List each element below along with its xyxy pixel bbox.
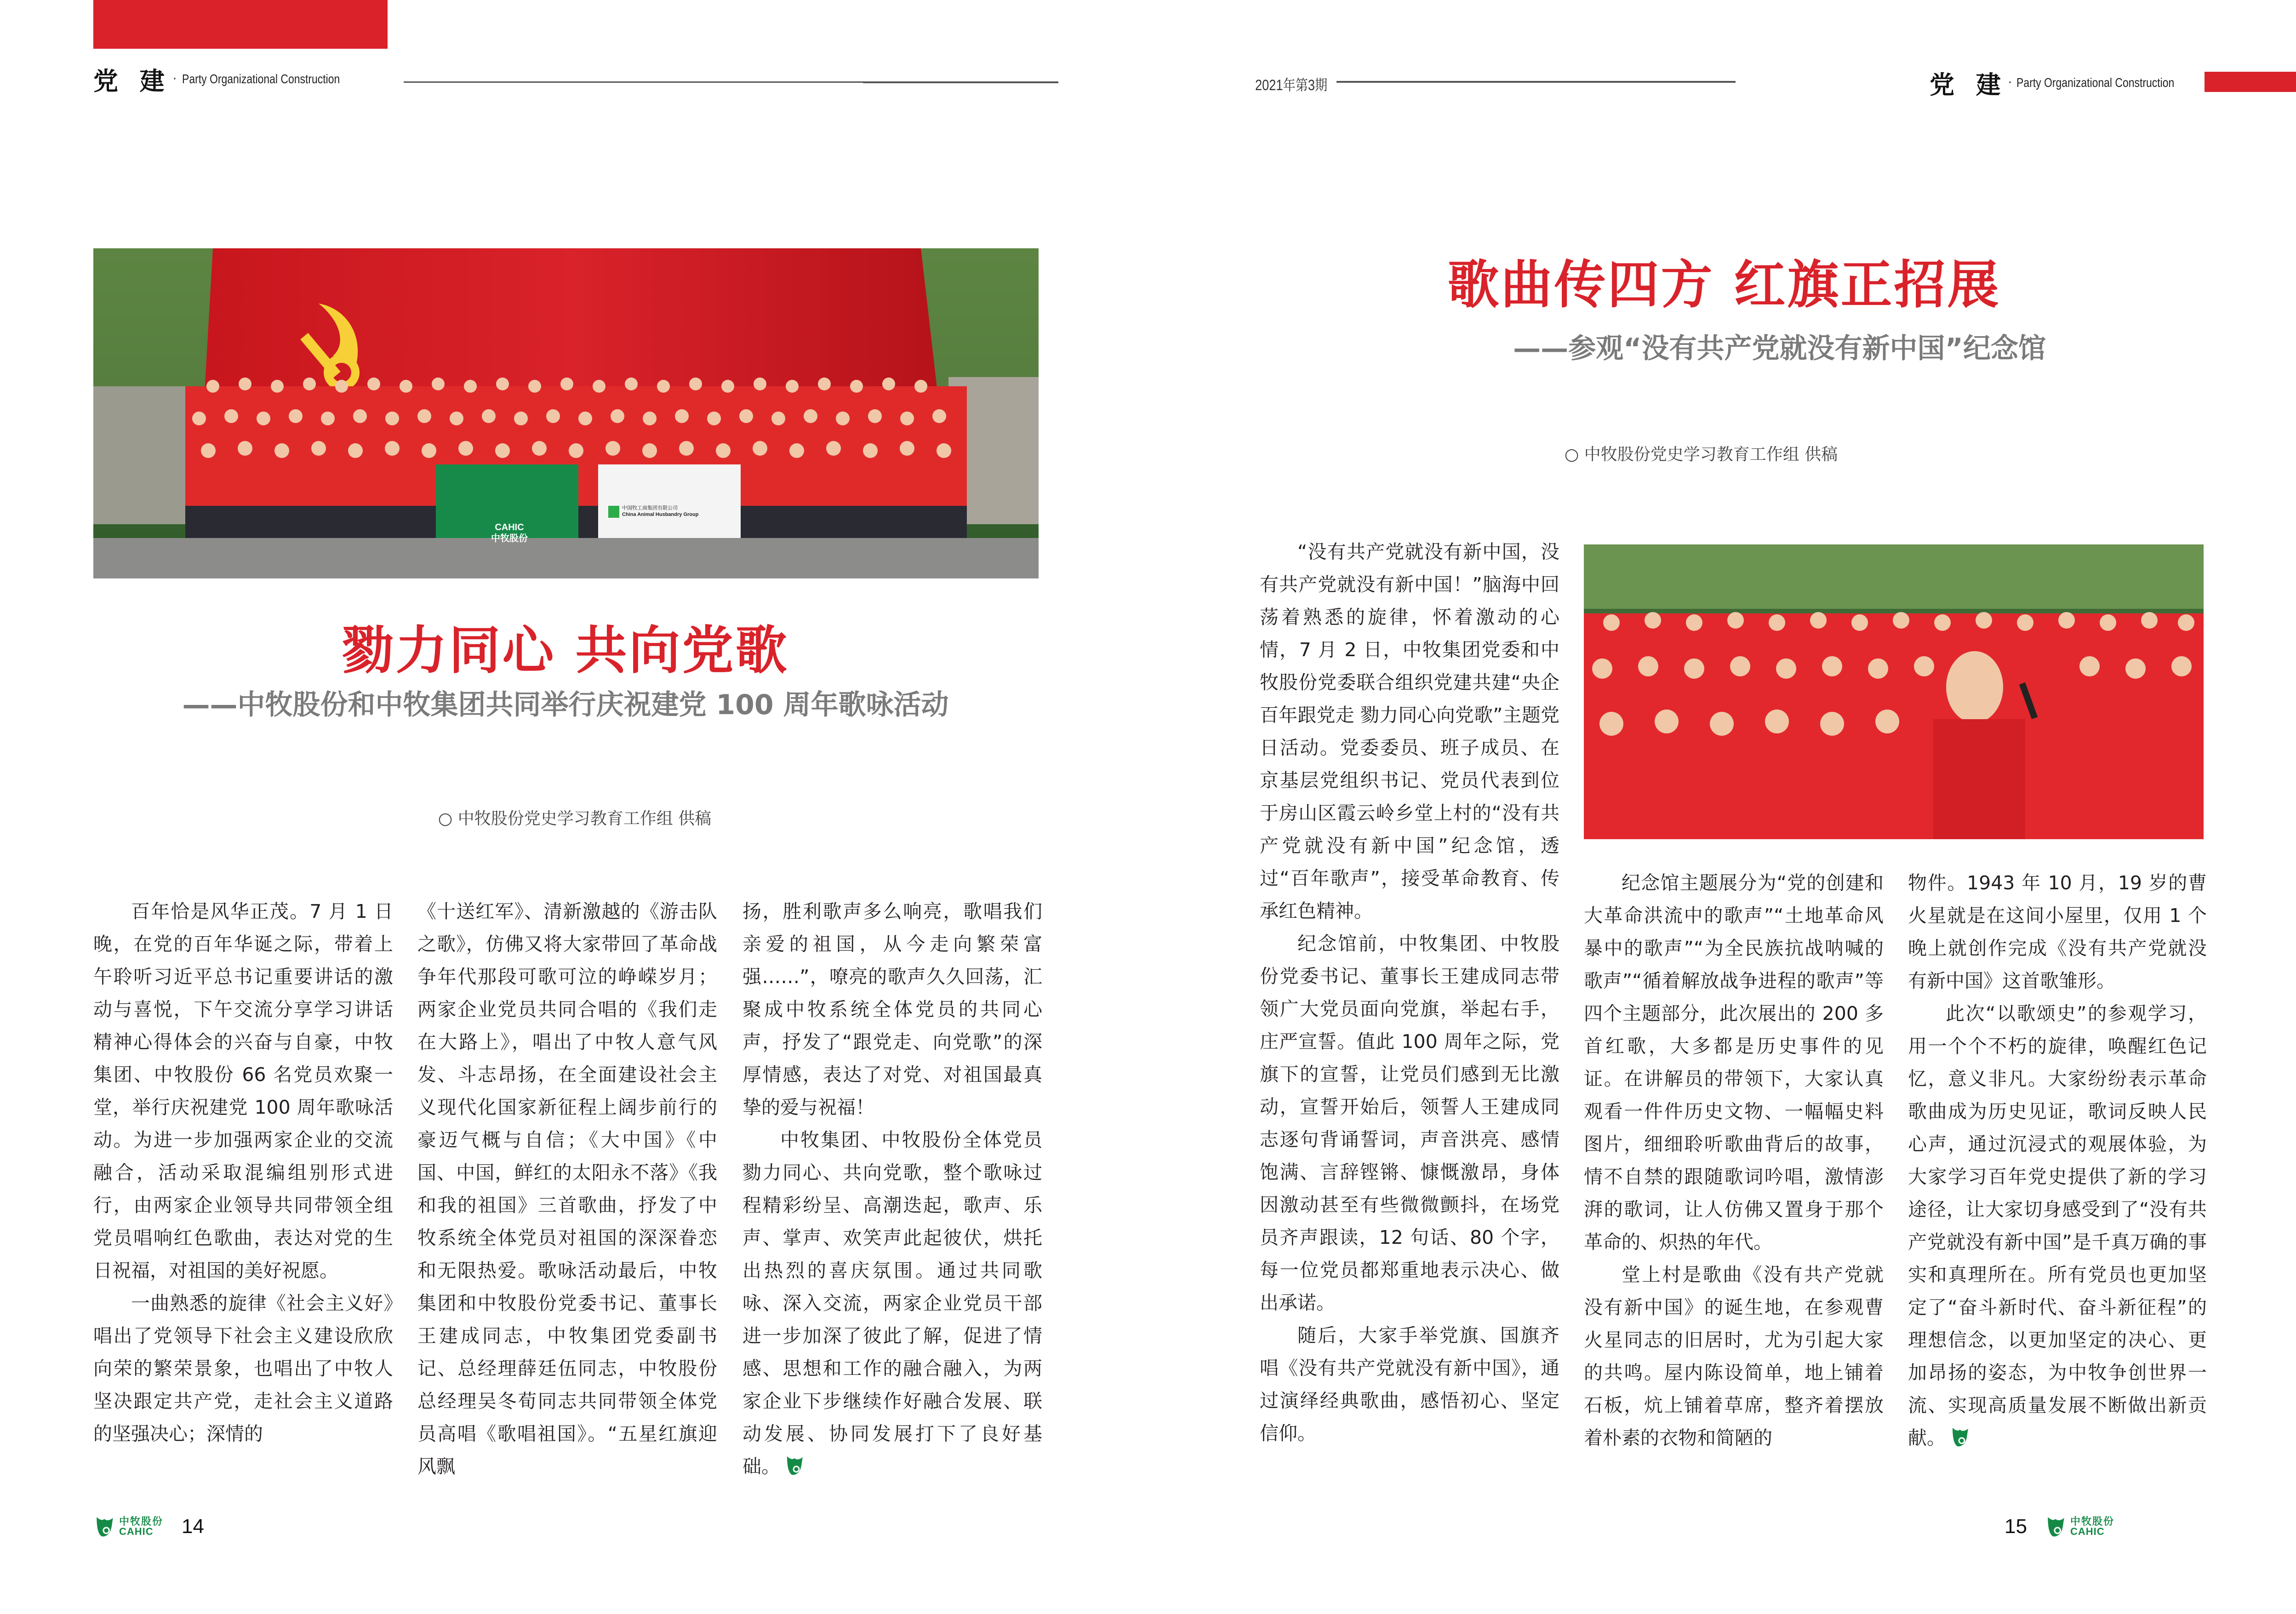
footer-left [94, 1515, 204, 1538]
article-title-left: 勠力同心 共向党歌 [342, 620, 789, 681]
paragraph: 此次“以歌颂史”的参观学习，用一个个不朽的旋律，唤醒红色记忆，意义非凡。大家纷纷表示革命歌曲成为历史见证，歌词反映人民心声，通过沉浸式的观展体验，为大家学习百年党史提供了新的学习途径，让大家切身感受到了“没有共产党就没有新中国”是千真万确的事实和真理所在。所有党员也更加坚定了“奋斗新时代、奋斗新征程”的理想信念，以更加坚定的决心、更加昂扬的姿态，为中牧争创世界一流、实现高质量发展不断做出新贡献。 [1908, 1002, 2207, 1449]
header-red-tab-left [93, 0, 388, 49]
header-red-tab-right [2205, 72, 2296, 92]
paragraph: 《十送红军》、清新激越的《游击队之歌》，仿佛又将大家带回了革命战争年代那段可歌可泣的峥嵘岁月；两家企业党员共同合唱的《我们走在大路上》，唱出了中牧人意气风发、斗志昂扬，在全面建设社会主义现代化国家新征程上阔步前行的豪迈气概与自信；《大中国》《中国、中国，鲜红的太阳永不落》《我和我的祖国》三首歌曲，抒发了中牧系统全体党员对祖国的深深眷恋和无限热爱。歌咏活动最后，中牧集团和中牧股份党委书记、董事长王建成同志，中牧集团党委副书记、总经理薛廷伍同志，中牧股份总经理吴冬荀同志共同带领全体党员高唱《歌唱祖国》。“五星红旗迎风飘 [417, 900, 717, 1477]
issue-label: 2021年第3期 [1255, 77, 1328, 93]
paragraph: 百年恰是风华正茂。7 月 1 日晚，在党的百年华诞之际，带着上午聆听习近平总书记重要讲话的激动与喜悦，下午交流分享学习讲话精神心得体会的兴奋与自豪，中牧集团、中牧股份 66 名党员欢聚一堂，举行庆祝建党 100 周年歌咏活动。为进一步加强两家企业的交流融合，活动采取混编组别形式进行，由两家企业领导共同带领全组党员唱响红色歌曲，表达对党的生日祝福，对祖国的美好祝愿。 [93, 900, 393, 1282]
footer-logo-text: 中牧股份 CAHIC [119, 1516, 164, 1537]
section-title-cn: 党 建 [1930, 70, 2007, 99]
separator-dot: · [172, 72, 177, 86]
left-column-1 [93, 895, 393, 1450]
paragraph: 纪念馆主题展分为“党的创建和大革命洪流中的歌声”“土地革命风暴中的歌声”“为全民族抗战呐喊的歌声”“循着解放战争进程的歌声”等四个主题部分，此次展出的 200 多首红歌，大多都是历史事件的见证。在讲解员的带领下，大家认真观看一件件历史文物、一幅幅史料图片，细细聆听歌曲背后的故事，情不自禁的跟随歌词吟唱，激情澎湃的歌词，让人仿佛又置身于那个革命的、炽热的年代。 [1584, 872, 1884, 1253]
group-photo-left [93, 248, 1039, 578]
article-title-right: 歌曲传四方 红旗正招展 [1447, 255, 2001, 315]
right-column-3 [1908, 867, 2207, 1454]
section-title-en: Party Organizational Construction [182, 72, 340, 86]
header-right [1255, 69, 2296, 97]
paragraph: 中牧集团、中牧股份全体党员勠力同心、共向党歌，整个歌咏过程精彩纷呈、高潮迭起，歌声、乐声、掌声、欢笑声此起彼伏，烘托出热烈的喜庆氛围。通过共同歌咏、深入交流，两家企业党员干部进一步加深了彼此了解，促进了情感、思想和工作的融合融入，为两家企业下步继续作好融合发展、联动发展、协同发展打下了良好基础。 [742, 1129, 1042, 1477]
paragraph: “没有共产党就没有新中国，没有共产党就没有新中国！”脑海中回荡着熟悉的旋律，怀着激动的心情，7 月 2 日，中牧集团党委和中牧股份党委联合组织党建共建“央企百年跟党走 勠力同心向党歌”主题党日活动。党委委员、班子成员、在京基层党组织书记、党员代表到位于房山区霞云岭乡堂上村的“没有共产党就没有新中国”纪念馆，透过“百年歌声”，接受革命教育、传承红色精神。 [1260, 541, 1559, 922]
cahic-logo-icon [2045, 1516, 2066, 1537]
section-title-cn: 党 建 [93, 66, 171, 96]
page-number-right: 15 [2005, 1515, 2027, 1538]
section-title-en: Party Organizational Construction [2016, 75, 2175, 90]
cahic-logo-icon [94, 1516, 114, 1537]
right-column-1 [1260, 536, 1559, 1450]
paragraph: 扬，胜利歌声多么响亮，歌唱我们亲爱的祖国，从今走向繁荣富强……”，嘹亮的歌声久久回荡，汇聚成中牧系统全体党员的共同心声，抒发了“跟党走、向党歌”的深厚情感，表达了对党、对祖国最真挚的爱与祝福！ [742, 900, 1042, 1118]
banner-cahic-label: CAHIC 中牧股份 [491, 522, 528, 544]
right-column-2 [1584, 867, 1884, 1454]
footer-logo-text: 中牧股份 CAHIC [2070, 1516, 2114, 1537]
page-number-left: 14 [182, 1515, 204, 1538]
cahic-end-mark-icon [785, 1455, 804, 1476]
cahic-end-mark-icon [1950, 1427, 1970, 1447]
header-left [93, 65, 375, 96]
separator-dot: · [2008, 76, 2012, 90]
article-byline-right: ○ 中牧股份党史学习教育工作组 供稿 [1564, 445, 1838, 464]
article-subtitle-right: ——参观“没有共产党就没有新中国”纪念馆 [1513, 332, 2046, 365]
left-column-3 [742, 895, 1042, 1483]
header-rule-left-full [404, 81, 1058, 83]
footer-right [2005, 1515, 2114, 1538]
section-label-right [1930, 69, 2209, 97]
paragraph: 纪念馆前，中牧集团、中牧股份党委书记、董事长王建成同志带领广大党员面向党旗，举起右手，庄严宣誓。值此 100 周年之际，党旗下的宣誓，让党员们感到无比激动，宣誓开始后，领誓人王建成同志逐句背诵誓词，声音洪亮、感情饱满、言辞铿锵、慷慨激昂，身体因激动甚至有些微微颤抖，在场党员齐声跟读，12 句话、80 个字，每一位党员都郑重地表示决心、做出承诺。 [1260, 933, 1559, 1314]
article-subtitle-left: ——中牧股份和中牧集团共同举行庆祝建党 100 周年歌咏活动 [182, 689, 949, 721]
paragraph: 一曲熟悉的旋律《社会主义好》唱出了党领导下社会主义建设欣欣向荣的繁荣景象，也唱出了中牧人坚决跟定共产党，走社会主义道路的坚强决心；深情的 [93, 1292, 393, 1445]
left-column-2 [417, 895, 717, 1483]
paragraph: 堂上村是歌曲《没有共产党就没有新中国》的诞生地，在参观曹火星同志的旧居时，尤为引起大家的共鸣。屋内陈设简单，地上铺着石板，炕上铺着草席，整齐着摆放着朴素的衣物和简陋的 [1584, 1264, 1884, 1449]
paragraph: 随后，大家手举党旗、国旗齐唱《没有共产党就没有新中国》，通过演绎经典歌曲，感悟初心、坚定信仰。 [1260, 1324, 1559, 1444]
header-rule-right [1336, 81, 1736, 83]
banner-cahg-label: 中国牧工商集团有限公司 China Animal Husbandry Group [622, 505, 699, 518]
oath-photo-right [1584, 544, 2204, 839]
article-byline-left: ○ 中牧股份党史学习教育工作组 供稿 [438, 809, 712, 828]
paragraph: 物件。1943 年 10 月，19 岁的曹火星就是在这间小屋里，仅用 1 个晚上就创作完成《没有共产党就没有新中国》这首歌雏形。 [1908, 872, 2207, 992]
